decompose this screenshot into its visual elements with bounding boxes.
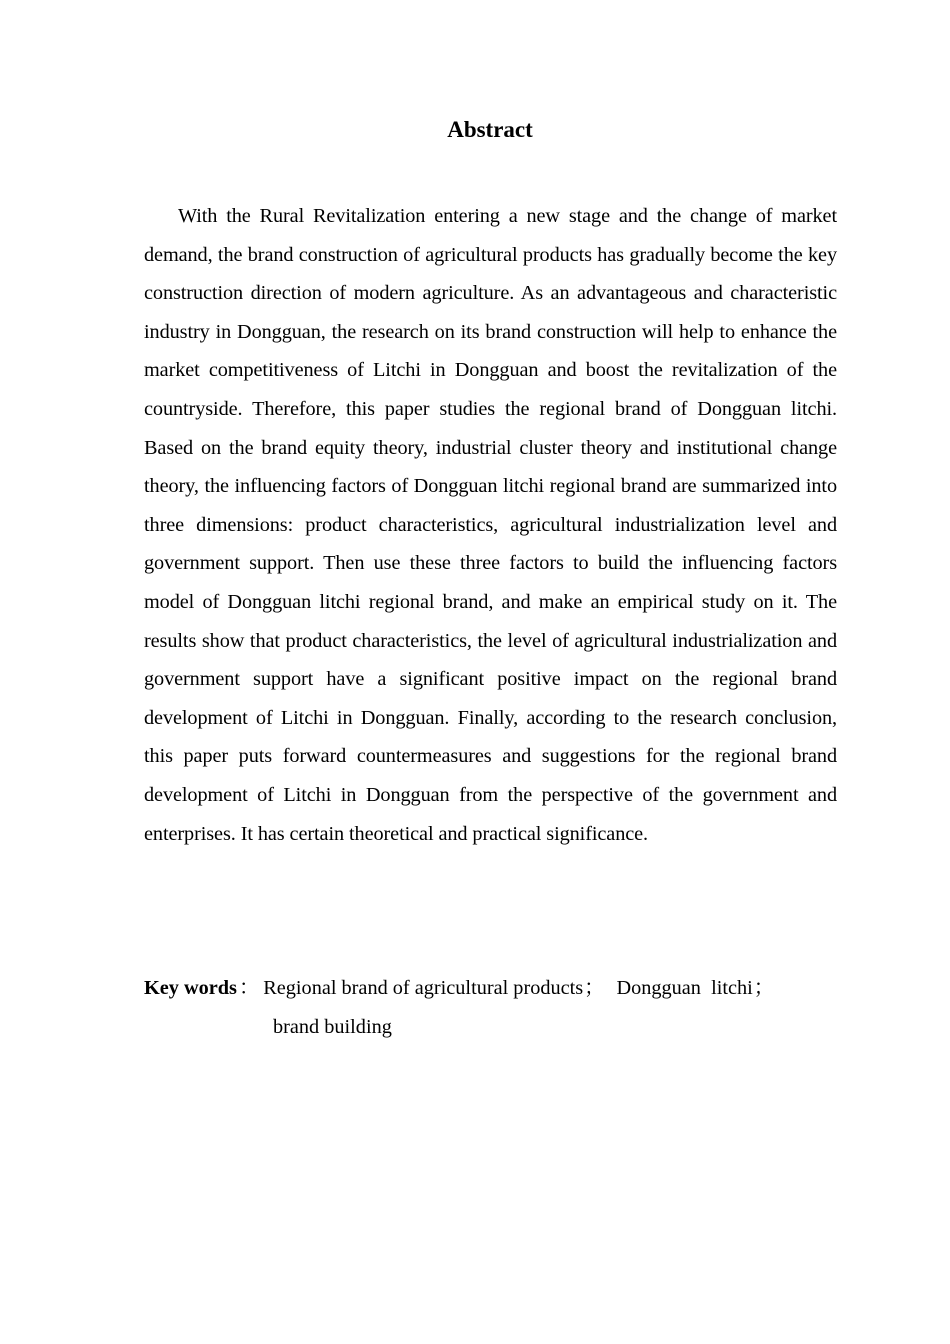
- abstract-title: Abstract: [447, 117, 533, 142]
- keyword-item: Regional brand of agricultural products: [263, 977, 584, 999]
- keywords-line: [144, 1008, 837, 1047]
- keyword-separator: ；: [753, 977, 775, 999]
- abstract-paragraph: With the Rural Revitalization entering a new stage and the change of market demand, the brand construction of agricultural products has gradually become the key construction direction of modern agriculture. As an advantageous and characteristic industry in Dongguan, the research on its brand construction will help to enhance the market competitiveness of Litchi in Dongguan and boost the revitalization of the countryside. Therefore, this paper studies the regional brand of Dongguan litchi. Based on the brand equity theory, industrial cluster theory and institutional change theory, the influencing factors of Dongguan litchi regional brand are summarized into three dimensions: product characteristics, agricultural industrialization level and government support. Then use these three factors to build the influencing factors model of Dongguan litchi regional brand, and make an empirical study on it. The results show that product characteristics, the level of agricultural industrialization and government support have a significant positive impact on the regional brand development of Litchi in Dongguan. Finally, according to the research conclusion, this paper puts forward countermeasures and suggestions for the regional brand development of Litchi in Dongguan from the perspective of the government and enterprises. It has certain theoretical and practical significance.: [144, 205, 837, 845]
- keywords-section: [144, 969, 837, 1046]
- keywords-label-separator: ：: [238, 977, 260, 999]
- keywords-line: [144, 969, 837, 1008]
- keyword-separator: ；: [584, 977, 605, 999]
- keywords-label: Key words: [144, 977, 237, 999]
- keyword-item: brand building: [273, 1015, 392, 1038]
- keyword-item: Dongguan litchi: [616, 977, 753, 999]
